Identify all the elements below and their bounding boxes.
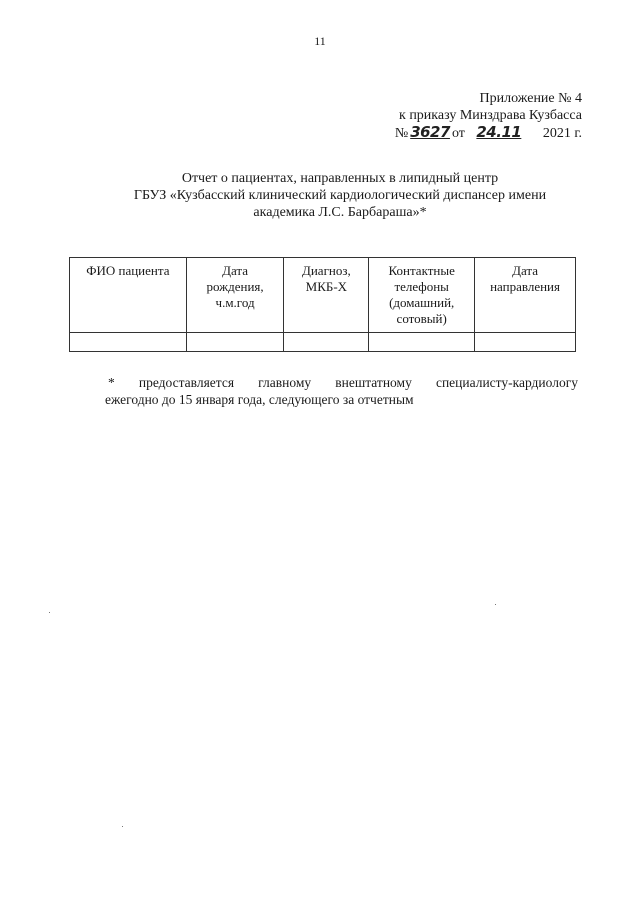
order-year: 2021 г. xyxy=(542,126,582,141)
empty-cell[interactable] xyxy=(284,333,369,352)
table-empty-row xyxy=(70,333,576,352)
report-table xyxy=(69,257,576,352)
empty-cell[interactable] xyxy=(475,333,576,352)
header-patient-name: ФИО пациента xyxy=(70,258,187,333)
handwritten-order-number: 3627 xyxy=(410,123,450,141)
appendix-title: Приложение № 4 xyxy=(479,91,582,106)
table-header-row xyxy=(70,258,576,333)
header-diagnosis: Диагноз, МКБ-Х xyxy=(284,258,369,333)
report-title xyxy=(100,170,580,221)
footnote-line-1: * предоставляется главному внештатному специалисту-кардиологу xyxy=(108,375,578,390)
header-contact-phones: Контактные телефоны (домашний, сотовый) xyxy=(369,258,475,333)
empty-cell[interactable] xyxy=(369,333,475,352)
handwritten-order-date: 24.11 xyxy=(476,123,522,141)
date-prefix: от xyxy=(451,126,465,141)
empty-cell[interactable] xyxy=(186,333,284,352)
title-line-3: академика Л.С. Барбараша»* xyxy=(253,205,427,220)
empty-cell[interactable] xyxy=(70,333,187,352)
appendix-order-reference: к приказу Минздрава Кузбасса xyxy=(399,108,582,123)
title-line-2: ГБУЗ «Кузбасский клинический кардиологический диспансер имени xyxy=(133,188,547,203)
footnote xyxy=(105,374,578,408)
title-line-1: Отчет о пациентах, направленных в липидный центр xyxy=(181,171,499,186)
footnote-line-2: ежегодно до 15 января года, следующего за отчетным xyxy=(105,392,414,407)
page-number: 11 xyxy=(314,34,326,48)
order-number-line xyxy=(395,124,582,142)
appendix-header xyxy=(395,90,582,142)
scan-speck xyxy=(495,604,496,605)
scan-speck xyxy=(122,826,123,827)
header-birth-date: Дата рождения, ч.м.год xyxy=(186,258,284,333)
scan-speck xyxy=(49,612,50,613)
number-prefix: № xyxy=(394,126,409,141)
header-referral-date: Дата направления xyxy=(475,258,576,333)
